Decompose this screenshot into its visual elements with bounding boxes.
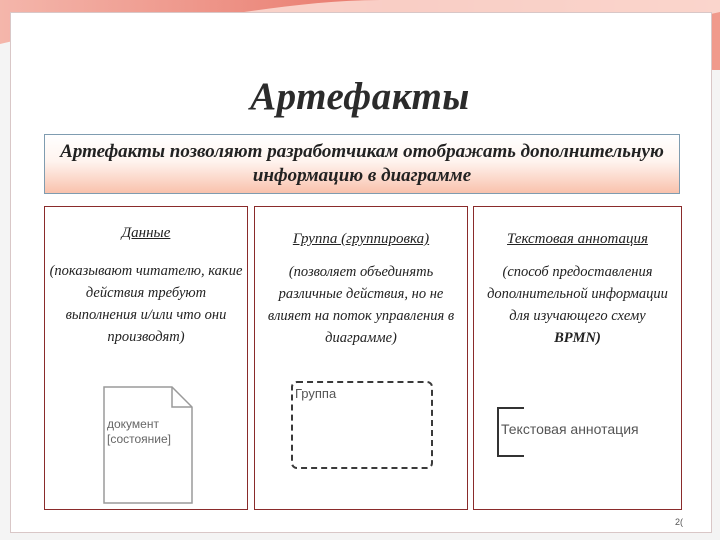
document-label-line1: документ xyxy=(107,417,159,431)
group-label: Группа xyxy=(295,386,337,401)
document-label-line2: [состояние] xyxy=(107,432,172,446)
column-heading-data: Данные xyxy=(121,225,171,241)
document-label xyxy=(107,417,187,447)
column-heading-annotation: Текстовая аннотация xyxy=(507,231,648,247)
page-number: 2( xyxy=(675,517,684,527)
column-heading-group: Группа (группировка) xyxy=(292,231,430,247)
column-description-annotation xyxy=(478,261,677,349)
slide-title: Артефакты xyxy=(250,75,470,118)
annotation-description-last: BPMN) xyxy=(554,330,601,346)
annotation-label: Текстовая аннотация xyxy=(501,421,639,437)
annotation-description-main: (способ предоставления дополнительной информации для изучающего схему xyxy=(487,264,668,324)
column-annotation xyxy=(473,206,682,510)
intro-box: Артефакты позволяют разработчикам отображать дополнительную информацию в диаграмме xyxy=(44,134,680,194)
column-group xyxy=(254,206,468,510)
column-description-group: (позволяет объединять различные действия, но не влияет на поток управления в диаграмме) xyxy=(267,264,455,346)
column-description-data: (показывают читателю, какие действия требуют выполнения и/или что они производят) xyxy=(49,263,243,345)
column-data xyxy=(44,206,248,510)
